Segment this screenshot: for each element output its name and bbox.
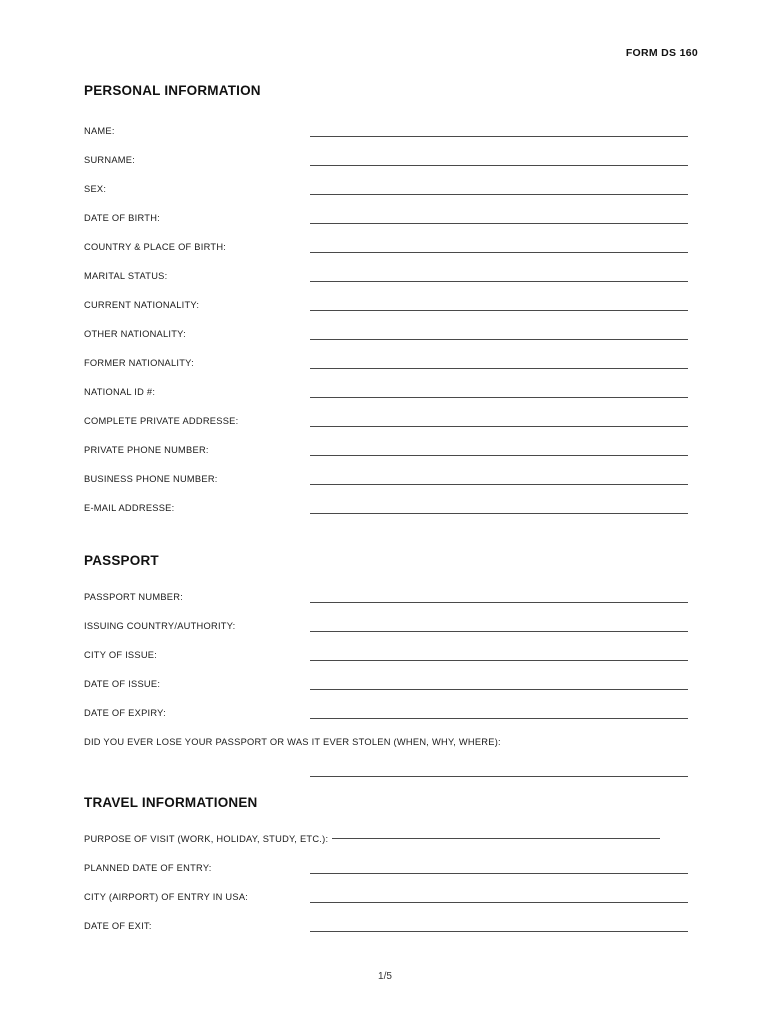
field-marital-status[interactable] [84,260,684,289]
field-answer-rule[interactable] [310,602,688,603]
field-answer-rule[interactable] [310,631,688,632]
field-answer-rule[interactable] [310,426,688,427]
page-number: 1/5 [378,971,392,982]
field-answer-rule[interactable] [310,165,688,166]
field-answer-rule[interactable] [310,902,688,903]
field-country-place-of-birth[interactable] [84,231,684,260]
field-answer-rule[interactable] [310,223,688,224]
field-answer-rule[interactable] [310,281,688,282]
field-label: CURRENT NATIONALITY: [84,300,200,310]
field-answer-rule[interactable] [310,397,688,398]
section-personal-information [84,84,684,98]
field-answer-rule[interactable] [310,931,688,932]
field-private-phone-number[interactable] [84,434,684,463]
section-passport [84,554,684,568]
field-label: NAME: [84,126,115,136]
field-national-id[interactable] [84,376,684,405]
field-label: MARITAL STATUS: [84,271,168,281]
field-answer-rule[interactable] [310,513,688,514]
field-answer-rule[interactable] [310,252,688,253]
field-answer-rule[interactable] [310,484,688,485]
field-city-airport-of-entry[interactable] [84,881,684,910]
field-label: CITY OF ISSUE: [84,650,158,660]
page-footer [0,971,770,982]
field-label: E-MAIL ADDRESSE: [84,503,175,513]
field-answer-rule[interactable] [310,718,688,719]
field-label: PLANNED DATE OF ENTRY: [84,863,212,873]
field-label: DATE OF ISSUE: [84,679,161,689]
section-heading-travel-information: TRAVEL INFORMATIONEN [84,795,258,810]
field-sex[interactable] [84,173,684,202]
field-email-address[interactable] [84,492,684,521]
field-label: PASSPORT NUMBER: [84,592,184,602]
field-current-nationality[interactable] [84,289,684,318]
field-label: DATE OF EXIT: [84,921,152,931]
field-date-of-expiry[interactable] [84,697,684,726]
form-code-header: FORM DS 160 [625,47,698,59]
answer-lost-or-stolen-passport[interactable] [84,755,684,784]
field-label: OTHER NATIONALITY: [84,329,186,339]
field-answer-rule[interactable] [310,136,688,137]
section-heading-passport: PASSPORT [84,553,159,568]
field-passport-number[interactable] [84,581,684,610]
field-date-of-exit[interactable] [84,910,684,939]
field-answer-rule[interactable] [310,368,688,369]
field-surname[interactable] [84,144,684,173]
field-issuing-country-authority[interactable] [84,610,684,639]
field-city-of-issue[interactable] [84,639,684,668]
field-label: ISSUING COUNTRY/AUTHORITY: [84,621,236,631]
field-label: COMPLETE PRIVATE ADDRESSE: [84,416,239,426]
field-complete-private-address[interactable] [84,405,684,434]
field-label: DATE OF BIRTH: [84,213,160,223]
field-label: CITY (AIRPORT) OF ENTRY IN USA: [84,892,249,902]
field-label: FORMER NATIONALITY: [84,358,194,368]
field-name[interactable] [84,115,684,144]
travel-information-fields [84,823,684,939]
field-label: COUNTRY & PLACE OF BIRTH: [84,242,227,252]
personal-information-fields [84,115,684,521]
field-answer-rule[interactable] [310,660,688,661]
field-label: PRIVATE PHONE NUMBER: [84,445,209,455]
field-answer-rule[interactable] [310,455,688,456]
field-answer-rule[interactable] [310,873,688,874]
field-answer-rule[interactable] [310,776,688,777]
section-heading-personal-information: PERSONAL INFORMATION [84,83,261,98]
field-planned-date-of-entry[interactable] [84,852,684,881]
field-business-phone-number[interactable] [84,463,684,492]
field-label: NATIONAL ID #: [84,387,156,397]
field-purpose-of-visit[interactable] [84,823,684,852]
field-answer-rule[interactable] [310,339,688,340]
field-answer-rule[interactable] [310,194,688,195]
field-label: PURPOSE OF VISIT (WORK, HOLIDAY, STUDY, ETC.): [84,834,329,844]
field-former-nationality[interactable] [84,347,684,376]
passport-fields [84,581,684,784]
field-label: BUSINESS PHONE NUMBER: [84,474,218,484]
field-date-of-issue[interactable] [84,668,684,697]
field-label: SURNAME: [84,155,136,165]
field-answer-rule[interactable] [310,689,688,690]
section-travel-information [84,796,684,810]
field-answer-rule[interactable] [310,310,688,311]
field-label: DATE OF EXPIRY: [84,708,166,718]
field-answer-rule[interactable] [332,838,660,839]
question-label: DID YOU EVER LOSE YOUR PASSPORT OR WAS IT EVER STOLEN (WHEN, WHY, WHERE): [84,737,501,747]
field-other-nationality[interactable] [84,318,684,347]
field-date-of-birth[interactable] [84,202,684,231]
question-lost-or-stolen-passport [84,726,684,755]
field-label: SEX: [84,184,107,194]
